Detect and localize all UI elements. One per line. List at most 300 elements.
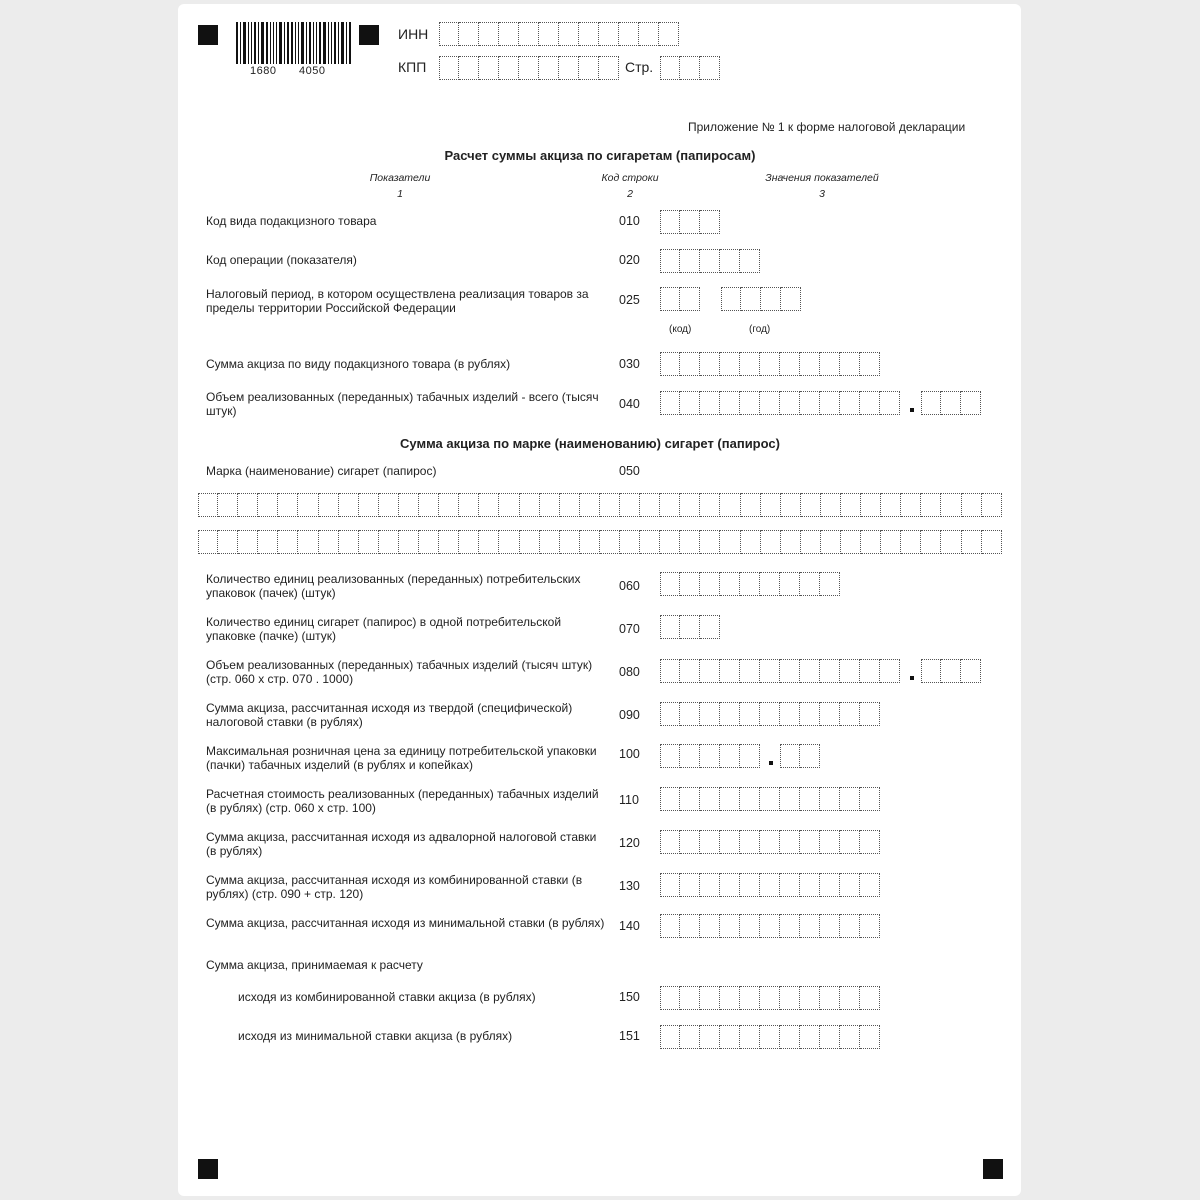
row-020-label: Код операции (показателя) [206, 253, 357, 267]
input-cell[interactable] [921, 493, 941, 517]
input-cell[interactable] [560, 530, 580, 554]
input-cell[interactable] [881, 530, 901, 554]
input-cell[interactable] [278, 493, 298, 517]
input-cell[interactable] [740, 659, 760, 683]
input-cell[interactable] [680, 530, 700, 554]
input-cell[interactable] [740, 873, 760, 897]
input-cell[interactable] [840, 873, 860, 897]
input-cell[interactable] [760, 787, 780, 811]
input-cell[interactable] [599, 22, 619, 46]
input-cell[interactable] [660, 873, 680, 897]
input-cell[interactable] [319, 530, 339, 554]
input-cell[interactable] [801, 530, 821, 554]
row-050-label: Марка (наименование) сигарет (папирос) [206, 464, 437, 478]
input-cell[interactable] [580, 493, 600, 517]
input-cell[interactable] [680, 56, 700, 80]
row-130-code: 130 [619, 879, 640, 893]
input-cell[interactable] [680, 615, 700, 639]
input-cell[interactable] [700, 1025, 720, 1049]
input-cell[interactable] [720, 744, 740, 768]
row-110-field[interactable] [660, 787, 880, 811]
row-100-rubles-field[interactable] [660, 744, 760, 768]
input-cell[interactable] [820, 391, 840, 415]
input-cell[interactable] [741, 493, 761, 517]
input-cell[interactable] [720, 914, 740, 938]
input-cell[interactable] [720, 572, 740, 596]
input-cell[interactable] [519, 22, 539, 46]
input-cell[interactable] [579, 22, 599, 46]
input-cell[interactable] [820, 873, 840, 897]
row-150-field[interactable] [660, 986, 880, 1010]
input-cell[interactable] [700, 830, 720, 854]
page-number-field[interactable] [660, 56, 720, 80]
input-cell[interactable] [298, 493, 318, 517]
input-cell[interactable] [720, 1025, 740, 1049]
input-cell[interactable] [499, 56, 519, 80]
input-cell[interactable] [379, 530, 399, 554]
input-cell[interactable] [901, 493, 921, 517]
input-cell[interactable] [660, 530, 680, 554]
input-cell[interactable] [680, 914, 700, 938]
barcode-bar [276, 22, 277, 64]
input-cell[interactable] [761, 287, 781, 311]
input-cell[interactable] [680, 787, 700, 811]
input-cell[interactable] [680, 986, 700, 1010]
input-cell[interactable] [660, 830, 680, 854]
input-cell[interactable] [359, 493, 379, 517]
input-cell[interactable] [760, 702, 780, 726]
input-cell[interactable] [800, 391, 820, 415]
input-cell[interactable] [218, 530, 238, 554]
input-cell[interactable] [639, 22, 659, 46]
input-cell[interactable] [459, 493, 479, 517]
input-cell[interactable] [238, 493, 258, 517]
input-cell[interactable] [821, 530, 841, 554]
input-cell[interactable] [660, 56, 680, 80]
input-cell[interactable] [841, 493, 861, 517]
input-cell[interactable] [760, 572, 780, 596]
input-cell[interactable] [760, 986, 780, 1010]
input-cell[interactable] [660, 787, 680, 811]
input-cell[interactable] [459, 56, 479, 80]
input-cell[interactable] [720, 787, 740, 811]
input-cell[interactable] [962, 493, 982, 517]
input-cell[interactable] [941, 659, 961, 683]
input-cell[interactable] [841, 530, 861, 554]
input-cell[interactable] [881, 493, 901, 517]
input-cell[interactable] [801, 493, 821, 517]
input-cell[interactable] [860, 873, 880, 897]
input-cell[interactable] [761, 530, 781, 554]
input-cell[interactable] [840, 391, 860, 415]
inn-field[interactable] [439, 22, 679, 46]
input-cell[interactable] [962, 530, 982, 554]
row-130-field[interactable] [660, 873, 880, 897]
input-cell[interactable] [700, 493, 720, 517]
input-cell[interactable] [781, 493, 801, 517]
input-cell[interactable] [740, 249, 760, 273]
kpp-field[interactable] [439, 56, 619, 80]
input-cell[interactable] [499, 530, 519, 554]
input-cell[interactable] [539, 22, 559, 46]
input-cell[interactable] [760, 914, 780, 938]
input-cell[interactable] [520, 530, 540, 554]
input-cell[interactable] [880, 391, 900, 415]
row-060-code: 060 [619, 579, 640, 593]
input-cell[interactable] [800, 914, 820, 938]
input-cell[interactable] [419, 493, 439, 517]
input-cell[interactable] [800, 986, 820, 1010]
input-cell[interactable] [761, 493, 781, 517]
input-cell[interactable] [339, 493, 359, 517]
input-cell[interactable] [861, 493, 881, 517]
row-050-field-line-2[interactable] [198, 530, 1002, 554]
input-cell[interactable] [720, 830, 740, 854]
col-header-line-code: Код строки [601, 172, 659, 184]
input-cell[interactable] [620, 493, 640, 517]
input-cell[interactable] [780, 702, 800, 726]
input-cell[interactable] [921, 530, 941, 554]
input-cell[interactable] [760, 873, 780, 897]
input-cell[interactable] [860, 391, 880, 415]
input-cell[interactable] [540, 493, 560, 517]
input-cell[interactable] [741, 287, 761, 311]
input-cell[interactable] [459, 22, 479, 46]
input-cell[interactable] [720, 493, 740, 517]
row-080-code: 080 [619, 665, 640, 679]
input-cell[interactable] [660, 391, 680, 415]
input-cell[interactable] [580, 530, 600, 554]
input-cell[interactable] [479, 56, 499, 80]
input-cell[interactable] [860, 659, 880, 683]
row-100-kopecks-field[interactable] [780, 744, 820, 768]
input-cell[interactable] [339, 530, 359, 554]
input-cell[interactable] [781, 287, 801, 311]
barcode [236, 22, 353, 64]
input-cell[interactable] [680, 744, 700, 768]
input-cell[interactable] [660, 493, 680, 517]
input-cell[interactable] [419, 530, 439, 554]
input-cell[interactable] [800, 702, 820, 726]
input-cell[interactable] [760, 830, 780, 854]
input-cell[interactable] [519, 56, 539, 80]
input-cell[interactable] [660, 287, 680, 311]
input-cell[interactable] [680, 659, 700, 683]
row-120-code: 120 [619, 836, 640, 850]
input-cell[interactable] [840, 1025, 860, 1049]
input-cell[interactable] [820, 352, 840, 376]
input-cell[interactable] [740, 1025, 760, 1049]
input-cell[interactable] [961, 659, 981, 683]
input-cell[interactable] [800, 873, 820, 897]
input-cell[interactable] [479, 530, 499, 554]
input-cell[interactable] [860, 830, 880, 854]
input-cell[interactable] [600, 493, 620, 517]
input-cell[interactable] [700, 702, 720, 726]
input-cell[interactable] [680, 572, 700, 596]
input-cell[interactable] [700, 210, 720, 234]
input-cell[interactable] [319, 493, 339, 517]
input-cell[interactable] [740, 702, 760, 726]
input-cell[interactable] [660, 352, 680, 376]
input-cell[interactable] [700, 615, 720, 639]
input-cell[interactable] [740, 787, 760, 811]
input-cell[interactable] [982, 530, 1002, 554]
row-020-field[interactable] [660, 249, 760, 273]
input-cell[interactable] [740, 830, 760, 854]
input-cell[interactable] [861, 530, 881, 554]
input-cell[interactable] [559, 56, 579, 80]
input-cell[interactable] [680, 493, 700, 517]
row-025-year-field[interactable] [721, 287, 801, 311]
input-cell[interactable] [780, 1025, 800, 1049]
input-cell[interactable] [760, 352, 780, 376]
row-050-field-line-1[interactable] [198, 493, 1002, 517]
input-cell[interactable] [880, 659, 900, 683]
barcode-bar [261, 22, 264, 64]
row-060-field[interactable] [660, 572, 840, 596]
input-cell[interactable] [961, 391, 981, 415]
input-cell[interactable] [700, 787, 720, 811]
row-150-code: 150 [619, 990, 640, 1004]
input-cell[interactable] [620, 530, 640, 554]
input-cell[interactable] [780, 352, 800, 376]
input-cell[interactable] [820, 914, 840, 938]
input-cell[interactable] [660, 615, 680, 639]
input-cell[interactable] [780, 659, 800, 683]
input-cell[interactable] [499, 493, 519, 517]
input-cell[interactable] [680, 873, 700, 897]
row-090-field[interactable] [660, 702, 880, 726]
input-cell[interactable] [740, 744, 760, 768]
input-cell[interactable] [379, 493, 399, 517]
input-cell[interactable] [540, 530, 560, 554]
input-cell[interactable] [740, 986, 760, 1010]
input-cell[interactable] [459, 530, 479, 554]
input-cell[interactable] [860, 1025, 880, 1049]
col-header-values: Значения показателей [765, 172, 879, 184]
input-cell[interactable] [941, 493, 961, 517]
input-cell[interactable] [740, 914, 760, 938]
input-cell[interactable] [700, 744, 720, 768]
input-cell[interactable] [780, 391, 800, 415]
input-cell[interactable] [680, 830, 700, 854]
row-010-field[interactable] [660, 210, 720, 234]
input-cell[interactable] [860, 986, 880, 1010]
row-030-code: 030 [619, 357, 640, 371]
input-cell[interactable] [660, 210, 680, 234]
input-cell[interactable] [439, 530, 459, 554]
input-cell[interactable] [680, 249, 700, 273]
input-cell[interactable] [781, 530, 801, 554]
row-025-period-code-field[interactable] [660, 287, 700, 311]
input-cell[interactable] [760, 659, 780, 683]
input-cell[interactable] [680, 1025, 700, 1049]
input-cell[interactable] [860, 352, 880, 376]
input-cell[interactable] [780, 572, 800, 596]
input-cell[interactable] [921, 391, 941, 415]
input-cell[interactable] [941, 530, 961, 554]
input-cell[interactable] [479, 22, 499, 46]
input-cell[interactable] [439, 493, 459, 517]
barcode-bar [240, 22, 241, 64]
input-cell[interactable] [700, 873, 720, 897]
input-cell[interactable] [740, 352, 760, 376]
input-cell[interactable] [579, 56, 599, 80]
input-cell[interactable] [800, 830, 820, 854]
row-025-label: Налоговый период, в котором осуществлена реализация товаров за пределы территории Российской Федерации [206, 287, 589, 315]
input-cell[interactable] [680, 210, 700, 234]
input-cell[interactable] [399, 530, 419, 554]
input-cell[interactable] [982, 493, 1002, 517]
barcode-number-right: 4050 [299, 65, 326, 77]
input-cell[interactable] [720, 391, 740, 415]
input-cell[interactable] [800, 659, 820, 683]
input-cell[interactable] [780, 873, 800, 897]
input-cell[interactable] [720, 249, 740, 273]
input-cell[interactable] [600, 530, 620, 554]
input-cell[interactable] [659, 22, 679, 46]
input-cell[interactable] [479, 493, 499, 517]
row-080-fraction-field[interactable] [921, 659, 981, 683]
input-cell[interactable] [721, 287, 741, 311]
input-cell[interactable] [700, 659, 720, 683]
input-cell[interactable] [700, 914, 720, 938]
input-cell[interactable] [820, 702, 840, 726]
input-cell[interactable] [840, 352, 860, 376]
input-cell[interactable] [720, 659, 740, 683]
input-cell[interactable] [700, 249, 720, 273]
input-cell[interactable] [660, 702, 680, 726]
input-cell[interactable] [800, 352, 820, 376]
input-cell[interactable] [660, 1025, 680, 1049]
input-cell[interactable] [760, 1025, 780, 1049]
input-cell[interactable] [359, 530, 379, 554]
row-010-code: 010 [619, 214, 640, 228]
input-cell[interactable] [800, 744, 820, 768]
input-cell[interactable] [499, 22, 519, 46]
input-cell[interactable] [760, 391, 780, 415]
input-cell[interactable] [720, 702, 740, 726]
row-080-integer-field[interactable] [660, 659, 900, 683]
input-cell[interactable] [820, 830, 840, 854]
input-cell[interactable] [741, 530, 761, 554]
input-cell[interactable] [539, 56, 559, 80]
input-cell[interactable] [700, 391, 720, 415]
input-cell[interactable] [399, 493, 419, 517]
input-cell[interactable] [860, 914, 880, 938]
input-cell[interactable] [800, 787, 820, 811]
input-cell[interactable] [780, 830, 800, 854]
input-cell[interactable] [840, 914, 860, 938]
row-140-field[interactable] [660, 914, 880, 938]
subsection-title: Сумма акциза по марке (наименованию) сигарет (папирос) [400, 436, 780, 451]
input-cell[interactable] [720, 530, 740, 554]
input-cell[interactable] [680, 352, 700, 376]
input-cell[interactable] [660, 744, 680, 768]
input-cell[interactable] [840, 830, 860, 854]
input-cell[interactable] [238, 530, 258, 554]
input-cell[interactable] [780, 914, 800, 938]
input-cell[interactable] [700, 986, 720, 1010]
input-cell[interactable] [820, 572, 840, 596]
input-cell[interactable] [640, 493, 660, 517]
input-cell[interactable] [198, 493, 218, 517]
input-cell[interactable] [619, 22, 639, 46]
barcode-number-left: 1680 [250, 65, 277, 77]
input-cell[interactable] [660, 572, 680, 596]
input-cell[interactable] [680, 287, 700, 311]
input-cell[interactable] [660, 986, 680, 1010]
input-cell[interactable] [700, 572, 720, 596]
input-cell[interactable] [860, 702, 880, 726]
input-cell[interactable] [821, 493, 841, 517]
input-cell[interactable] [901, 530, 921, 554]
row-140-label: Сумма акциза, рассчитанная исходя из минимальной ставки (в рублях) [206, 916, 605, 930]
row-120-field[interactable] [660, 830, 880, 854]
input-cell[interactable] [700, 530, 720, 554]
input-cell[interactable] [720, 873, 740, 897]
input-cell[interactable] [660, 249, 680, 273]
input-cell[interactable] [640, 530, 660, 554]
input-cell[interactable] [800, 572, 820, 596]
input-cell[interactable] [780, 787, 800, 811]
row-070-field[interactable] [660, 615, 720, 639]
input-cell[interactable] [740, 572, 760, 596]
input-cell[interactable] [840, 702, 860, 726]
input-cell[interactable] [258, 493, 278, 517]
input-cell[interactable] [860, 787, 880, 811]
input-cell[interactable] [660, 659, 680, 683]
input-cell[interactable] [921, 659, 941, 683]
input-cell[interactable] [520, 493, 540, 517]
input-cell[interactable] [820, 986, 840, 1010]
input-cell[interactable] [840, 986, 860, 1010]
input-cell[interactable] [720, 986, 740, 1010]
input-cell[interactable] [840, 659, 860, 683]
input-cell[interactable] [298, 530, 318, 554]
input-cell[interactable] [780, 986, 800, 1010]
row-040-integer-field[interactable] [660, 391, 900, 415]
input-cell[interactable] [820, 659, 840, 683]
input-cell[interactable] [218, 493, 238, 517]
row-030-field[interactable] [660, 352, 880, 376]
input-cell[interactable] [840, 787, 860, 811]
input-cell[interactable] [740, 391, 760, 415]
input-cell[interactable] [680, 391, 700, 415]
input-cell[interactable] [278, 530, 298, 554]
input-cell[interactable] [258, 530, 278, 554]
input-cell[interactable] [780, 744, 800, 768]
input-cell[interactable] [720, 352, 740, 376]
input-cell[interactable] [700, 56, 720, 80]
row-151-field[interactable] [660, 1025, 880, 1049]
input-cell[interactable] [680, 702, 700, 726]
input-cell[interactable] [800, 1025, 820, 1049]
input-cell[interactable] [198, 530, 218, 554]
input-cell[interactable] [599, 56, 619, 80]
input-cell[interactable] [439, 22, 459, 46]
input-cell[interactable] [820, 787, 840, 811]
input-cell[interactable] [559, 22, 579, 46]
input-cell[interactable] [820, 1025, 840, 1049]
input-cell[interactable] [660, 914, 680, 938]
input-cell[interactable] [941, 391, 961, 415]
input-cell[interactable] [439, 56, 459, 80]
input-cell[interactable] [560, 493, 580, 517]
input-cell[interactable] [700, 352, 720, 376]
row-040-fraction-field[interactable] [921, 391, 981, 415]
